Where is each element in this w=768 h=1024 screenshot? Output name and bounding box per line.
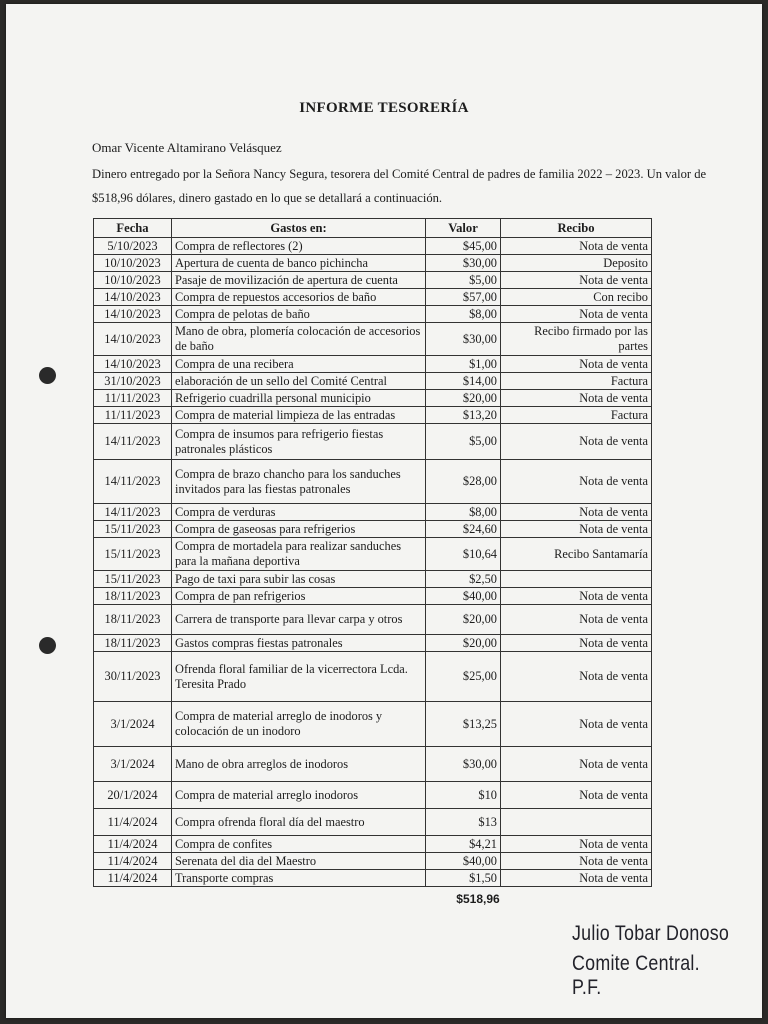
signature-title: Comite Central. P.F. [572,952,700,999]
row-amount: $8,00 [426,504,501,521]
row-amount: $45,00 [426,238,501,255]
row-amount: $8,00 [426,306,501,323]
row-description: Compra de brazo chancho para los sanduches invitados para las fiestas patronales [172,460,426,504]
table-row [94,289,652,306]
row-description: Pago de taxi para subir las cosas [172,571,426,588]
row-date: 14/10/2023 [94,356,172,373]
row-description: Mano de obra arreglos de inodoros [172,747,426,782]
table-row [94,460,652,504]
row-description: Pasaje de movilización de apertura de cuenta [172,272,426,289]
table-row [94,538,652,571]
row-amount: $30,00 [426,255,501,272]
table-row [94,747,652,782]
row-description: Compra de repuestos accesorios de baño [172,289,426,306]
row-date: 14/11/2023 [94,504,172,521]
table-row [94,853,652,870]
row-receipt [501,571,652,588]
table-row [94,373,652,390]
row-receipt: Nota de venta [501,836,652,853]
row-date: 15/11/2023 [94,571,172,588]
row-amount: $30,00 [426,747,501,782]
row-amount: $24,60 [426,521,501,538]
row-description: Compra de pelotas de baño [172,306,426,323]
row-amount: $4,21 [426,836,501,853]
row-amount: $28,00 [426,460,501,504]
row-date: 14/10/2023 [94,323,172,356]
table-row [94,407,652,424]
row-amount: $40,00 [426,588,501,605]
row-description: Compra de pan refrigerios [172,588,426,605]
row-amount: $20,00 [426,390,501,407]
row-receipt: Nota de venta [501,424,652,460]
row-description: Gastos compras fiestas patronales [172,635,426,652]
table-row [94,635,652,652]
header-receipt: Recibo [501,219,652,238]
row-receipt: Nota de venta [501,390,652,407]
row-receipt: Nota de venta [501,588,652,605]
report-title: INFORME TESORERÍA [299,100,469,116]
table-row [94,424,652,460]
report-author: Omar Vicente Altamirano Velásquez [92,140,282,155]
row-date: 11/4/2024 [94,870,172,887]
row-receipt: Recibo firmado por las partes [501,323,652,356]
row-date: 14/10/2023 [94,306,172,323]
row-date: 18/11/2023 [94,635,172,652]
row-date: 18/11/2023 [94,588,172,605]
table-row [94,255,652,272]
document-page [6,4,762,1018]
table-row [94,306,652,323]
row-date: 10/10/2023 [94,272,172,289]
row-date: 10/10/2023 [94,255,172,272]
punch-hole [39,637,56,654]
row-amount: $40,00 [426,853,501,870]
row-amount: $5,00 [426,424,501,460]
row-description: Refrigerio cuadrilla personal municipio [172,390,426,407]
row-receipt: Nota de venta [501,747,652,782]
row-receipt: Factura [501,407,652,424]
table-row [94,356,652,373]
row-amount: $1,00 [426,356,501,373]
row-receipt: Nota de venta [501,853,652,870]
row-receipt: Nota de venta [501,635,652,652]
table-row [94,836,652,853]
header-description: Gastos en: [172,219,426,238]
row-description: Apertura de cuenta de banco pichincha [172,255,426,272]
table-row [94,323,652,356]
row-date: 30/11/2023 [94,652,172,702]
row-receipt: Deposito [501,255,652,272]
row-date: 18/11/2023 [94,605,172,635]
row-description: Mano de obra, plomería colocación de accesorios de baño [172,323,426,356]
row-date: 15/11/2023 [94,521,172,538]
row-description: Compra de una recibera [172,356,426,373]
row-receipt: Nota de venta [501,306,652,323]
row-description: Compra de material limpieza de las entradas [172,407,426,424]
table-row [94,605,652,635]
row-receipt: Con recibo [501,289,652,306]
row-receipt: Nota de venta [501,652,652,702]
row-receipt: Nota de venta [501,605,652,635]
row-amount: $14,00 [426,373,501,390]
row-description: elaboración de un sello del Comité Central [172,373,426,390]
row-date: 15/11/2023 [94,538,172,571]
row-receipt: Nota de venta [501,702,652,747]
row-amount: $10,64 [426,538,501,571]
row-description: Compra de material arreglo inodoros [172,782,426,809]
row-amount: $13,20 [426,407,501,424]
row-receipt: Nota de venta [501,238,652,255]
table-row [94,504,652,521]
row-date: 14/11/2023 [94,424,172,460]
row-description: Compra de reflectores (2) [172,238,426,255]
row-receipt: Nota de venta [501,782,652,809]
row-amount: $20,00 [426,605,501,635]
row-description: Compra de material arreglo de inodoros y colocación de un inodoro [172,702,426,747]
table-header-row [94,219,652,238]
row-description: Compra de gaseosas para refrigerios [172,521,426,538]
table-row [94,521,652,538]
table-row [94,702,652,747]
row-receipt: Nota de venta [501,460,652,504]
row-receipt: Nota de venta [501,356,652,373]
row-date: 3/1/2024 [94,702,172,747]
row-description: Serenata del dia del Maestro [172,853,426,870]
table-row [94,238,652,255]
row-date: 14/10/2023 [94,289,172,306]
row-date: 11/4/2024 [94,836,172,853]
row-description: Compra de verduras [172,504,426,521]
table-row [94,652,652,702]
row-amount: $13,25 [426,702,501,747]
row-description: Compra de confites [172,836,426,853]
row-amount: $30,00 [426,323,501,356]
row-description: Ofrenda floral familiar de la vicerrectora Lcda. Teresita Prado [172,652,426,702]
row-date: 11/11/2023 [94,390,172,407]
row-date: 3/1/2024 [94,747,172,782]
expense-table [93,218,652,887]
row-amount: $5,00 [426,272,501,289]
row-receipt: Nota de venta [501,504,652,521]
row-date: 11/4/2024 [94,853,172,870]
table-row [94,272,652,289]
table-row [94,870,652,887]
row-description: Compra ofrenda floral día del maestro [172,809,426,836]
table-row [94,588,652,605]
row-date: 11/4/2024 [94,809,172,836]
row-description: Transporte compras [172,870,426,887]
row-amount: $2,50 [426,571,501,588]
header-amount: Valor [426,219,501,238]
row-receipt: Factura [501,373,652,390]
table-row [94,390,652,407]
table-row [94,782,652,809]
row-receipt: Nota de venta [501,272,652,289]
row-date: 14/11/2023 [94,460,172,504]
row-amount: $10 [426,782,501,809]
row-amount: $57,00 [426,289,501,306]
row-date: 5/10/2023 [94,238,172,255]
row-amount: $25,00 [426,652,501,702]
table-row [94,809,652,836]
row-amount: $20,00 [426,635,501,652]
row-date: 20/1/2024 [94,782,172,809]
row-receipt: Recibo Santamaría [501,538,652,571]
row-amount: $1,50 [426,870,501,887]
row-date: 31/10/2023 [94,373,172,390]
row-receipt: Nota de venta [501,521,652,538]
punch-hole [39,367,56,384]
row-receipt: Nota de venta [501,870,652,887]
row-description: Compra de insumos para refrigerio fiestas patronales plásticos [172,424,426,460]
header-date: Fecha [94,219,172,238]
total-amount: $518,96 [456,892,500,906]
row-description: Compra de mortadela para realizar sanduches para la mañana deportiva [172,538,426,571]
row-receipt [501,809,652,836]
row-date: 11/11/2023 [94,407,172,424]
signature-name: Julio Tobar Donoso [572,922,730,945]
table-row [94,571,652,588]
row-description: Carrera de transporte para llevar carpa y otros [172,605,426,635]
row-amount: $13 [426,809,501,836]
report-intro: Dinero entregado por la Señora Nancy Segura, tesorera del Comité Central de padres de familia 2022 – 2023. Un valor de $518,96 dólares, dinero gastado en lo que se detallará a continuación. [92,167,707,205]
